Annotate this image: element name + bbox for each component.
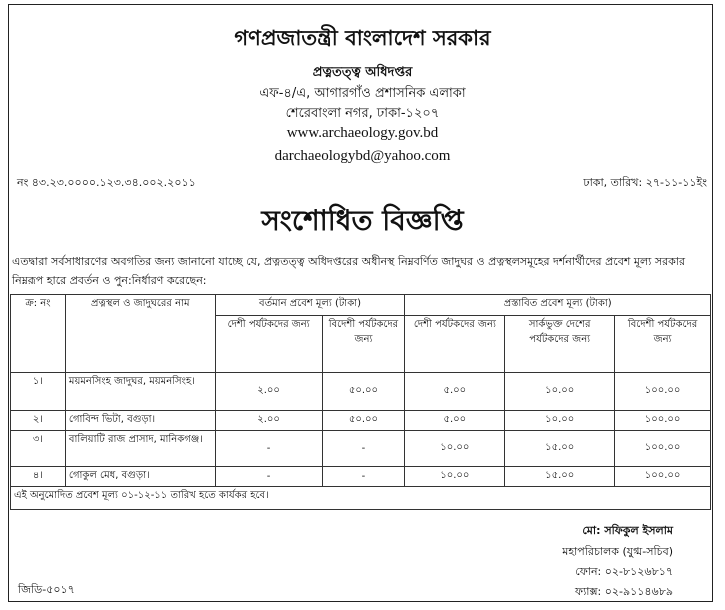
table-row bbox=[11, 467, 711, 487]
row-site: বালিয়াটি রাজ প্রাসাদ, মানিকগঞ্জ। bbox=[65, 431, 215, 467]
effective-date-note: এই অনুমোদিত প্রবেশ মূল্য ০১-১২-১১ তারিখ হতে কার্যকর হবে। bbox=[11, 487, 711, 510]
row-current-foreign: - bbox=[322, 431, 405, 467]
row-serial: ১। bbox=[11, 373, 66, 411]
email-link[interactable]: darchaeologybd@yahoo.com bbox=[274, 148, 451, 164]
row-proposed-foreign: ১০০.০০ bbox=[615, 467, 711, 487]
row-proposed-saarc: ১০.০০ bbox=[505, 411, 615, 431]
table-header-row bbox=[11, 295, 711, 316]
row-current-foreign: ৫০.০০ bbox=[322, 373, 405, 411]
signatory-name: মো: সফিকুল ইসলাম bbox=[582, 524, 673, 537]
row-current-foreign: - bbox=[322, 467, 405, 487]
intro-paragraph: এতদ্বারা সর্বসাধারণের অবগতির জন্য জানানো যাচ্ছে যে, প্রত্নতত্ত্ব অধিদপ্তরের অধীনস্থ নিম্নবর্ণিত জাদুঘর ও প্রত্নস্থলসমূহের দর্শনার্থীদের প্রবেশ মূল্য সরকার নিম্নরূপ হারে প্রবর্তন ও পুন:নির্ধারণ করেছেন: bbox=[12, 255, 686, 287]
row-proposed-domestic: ৫.০০ bbox=[405, 411, 505, 431]
row-current-domestic: - bbox=[215, 467, 322, 487]
row-serial: ২। bbox=[11, 411, 66, 431]
government-title: গণপ্রজাতন্ত্রী বাংলাদেশ সরকার bbox=[234, 26, 491, 50]
signatory-phone: ফোন: ০২-৮১২৬৮১৭ bbox=[575, 565, 673, 578]
row-site: গোকুল মেধ, বগুড়া। bbox=[65, 467, 215, 487]
row-proposed-saarc: ১৫.০০ bbox=[505, 467, 615, 487]
current-domestic-header: দেশী পর্যটকদের জন্য bbox=[215, 316, 322, 373]
proposed-fee-header: প্রস্তাবিত প্রবেশ মূল্য (টাকা) bbox=[405, 295, 711, 316]
table-row bbox=[11, 431, 711, 467]
row-proposed-domestic: ১০.০০ bbox=[405, 431, 505, 467]
row-current-domestic: ২.০০ bbox=[215, 411, 322, 431]
table-row bbox=[11, 411, 711, 431]
row-current-domestic: - bbox=[215, 431, 322, 467]
row-proposed-foreign: ১০০.০০ bbox=[615, 373, 711, 411]
table-row bbox=[11, 373, 711, 411]
row-proposed-domestic: ৫.০০ bbox=[405, 373, 505, 411]
row-proposed-foreign: ১০০.০০ bbox=[615, 411, 711, 431]
col-site-header: প্রত্নস্থল ও জাদুঘরের নাম bbox=[65, 295, 215, 373]
col-serial-header: ক্র: নং bbox=[11, 295, 66, 373]
notice-title: সংশোধিত বিজ্ঞপ্তি bbox=[261, 204, 464, 237]
current-fee-header: বর্তমান প্রবেশ মূল্য (টাকা) bbox=[215, 295, 405, 316]
row-proposed-saarc: ১০.০০ bbox=[505, 373, 615, 411]
proposed-foreign-header: বিদেশী পর্যটকদের জন্য bbox=[615, 316, 711, 373]
address-line-2: শেরেবাংলা নগর, ঢাকা-১২০৭ bbox=[285, 106, 440, 121]
proposed-domestic-header: দেশী পর্যটকদের জন্য bbox=[405, 316, 505, 373]
row-site: গোবিন্দ ভিটা, বগুড়া। bbox=[65, 411, 215, 431]
memo-number: নং ৪৩.২৩.০০০০.১২৩.৩৪.০০২.২০১১ bbox=[17, 176, 196, 189]
entry-fee-table bbox=[10, 294, 711, 510]
row-serial: ৩। bbox=[11, 431, 66, 467]
row-current-domestic: ২.০০ bbox=[215, 373, 322, 411]
signatory-fax: ফ্যাক্স: ০২-৯১১৪৬৮৯ bbox=[575, 585, 673, 598]
website-link[interactable]: www.archaeology.gov.bd bbox=[286, 125, 439, 141]
memo-date: ঢাকা, তারিখ: ২৭-১১-১১ইং bbox=[583, 176, 707, 189]
row-site: ময়মনসিংহ জাদুঘর, ময়মনসিংহ। bbox=[65, 373, 215, 411]
proposed-saarc-header: সার্কভুক্ত দেশের পর্যটকদের জন্য bbox=[505, 316, 615, 373]
row-proposed-foreign: ১০০.০০ bbox=[615, 431, 711, 467]
row-serial: ৪। bbox=[11, 467, 66, 487]
row-proposed-domestic: ১০.০০ bbox=[405, 467, 505, 487]
row-proposed-saarc: ১৫.০০ bbox=[505, 431, 615, 467]
department-name: প্রত্নতত্ত্ব অধিদপ্তর bbox=[312, 65, 413, 80]
row-current-foreign: ৫০.০০ bbox=[322, 411, 405, 431]
table-footer-row bbox=[11, 487, 711, 510]
signatory-designation: মহাপরিচালক (যুগ্ম-সচিব) bbox=[562, 545, 673, 558]
reference-code: জিডি-৫০১৭ bbox=[18, 583, 75, 596]
current-foreign-header: বিদেশী পর্যটকদের জন্য bbox=[322, 316, 405, 373]
address-line-1: এফ-৪/এ, আগারগাঁও প্রশাসনিক এলাকা bbox=[259, 86, 466, 101]
